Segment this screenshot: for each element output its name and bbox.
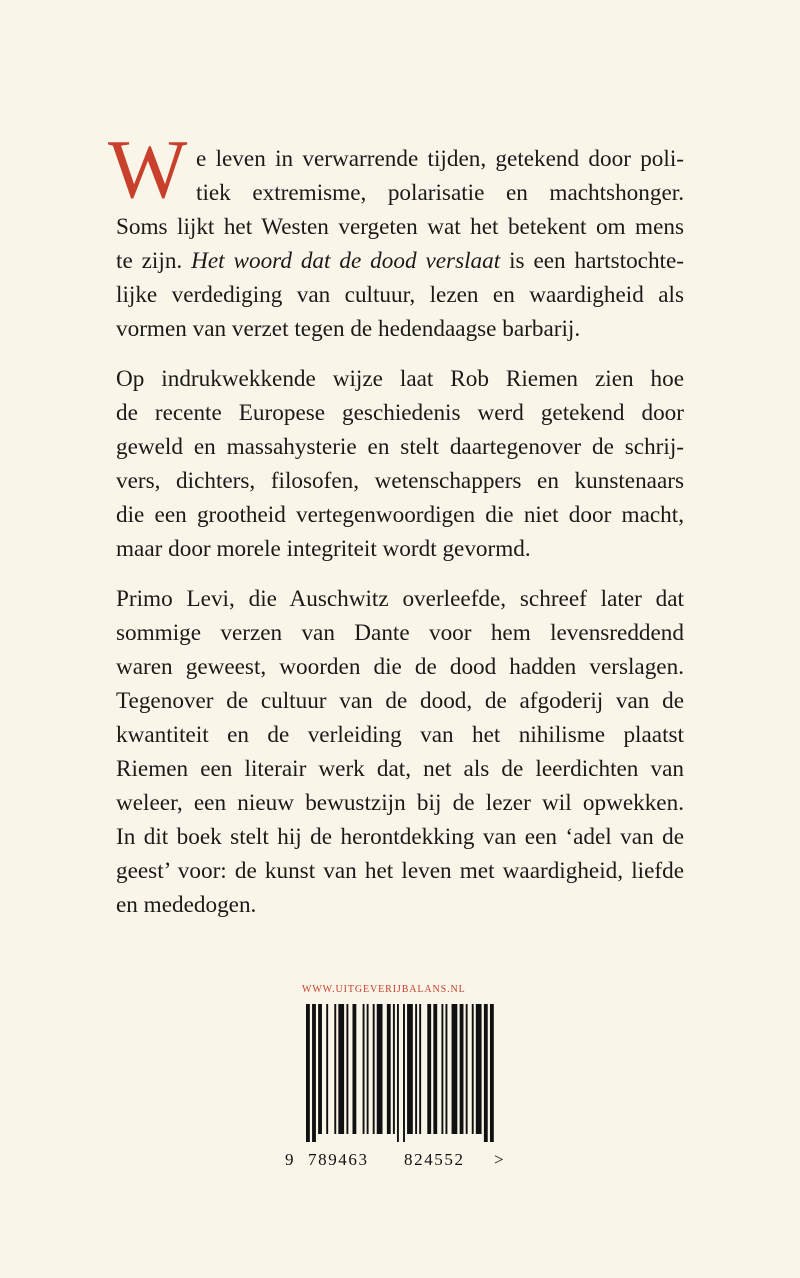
barcode-bar xyxy=(407,1004,413,1134)
isbn-digit-group-2: 824552 xyxy=(404,1150,465,1169)
barcode-bar xyxy=(472,1004,474,1134)
barcode-bar xyxy=(306,1004,310,1142)
text-line: e leven in verwarrende tijden, getekend door poli- xyxy=(196,146,684,172)
text-line: lijke verdediging van cultuur, lezen en waardigheid als xyxy=(116,282,684,308)
text-line: Op indrukwekkende wijze laat Rob Riemen zien hoe xyxy=(116,366,684,392)
barcode-bar xyxy=(346,1004,348,1134)
barcode-bar xyxy=(484,1004,488,1142)
isbn-digit-group-1: 789463 xyxy=(308,1150,369,1169)
paragraph-riemen xyxy=(116,362,684,566)
text-line: geest’ voor: de kunst van het leven met waardigheid, liefde xyxy=(116,858,684,884)
barcode-bar xyxy=(445,1004,447,1134)
barcode-bar xyxy=(460,1004,464,1134)
barcode-bar xyxy=(373,1004,375,1134)
text-line: tiek extremisme, polarisatie en machtshonger. xyxy=(196,180,684,206)
text-line: waren geweest, woorden die de dood hadden verslagen. xyxy=(116,654,684,680)
text-line: die een grootheid vertegenwoordigen die niet door macht, xyxy=(116,502,684,528)
text-line: geweld en massahysterie en stelt daartegenover de schrij- xyxy=(116,434,684,460)
barcode-bar xyxy=(326,1004,328,1134)
text-line: kwantiteit en de verleiding van het nihilisme plaatst xyxy=(116,722,684,748)
publisher-website: WWW.UITGEVERIJBALANS.NL xyxy=(302,984,466,995)
text-line: maar door morele integriteit wordt gevormd. xyxy=(116,536,531,562)
barcode-bar xyxy=(427,1004,431,1134)
barcode-bar xyxy=(393,1004,395,1134)
text-line-with-title: te zijn. Het woord dat de dood verslaat is een hartstochte- xyxy=(116,248,684,274)
isbn-lead-digit: 9 xyxy=(285,1150,296,1169)
barcode-bar xyxy=(452,1004,458,1134)
barcode-bar xyxy=(338,1004,344,1134)
paragraph-primo-levi xyxy=(116,582,684,922)
barcode-bar xyxy=(433,1004,437,1134)
barcode-bar xyxy=(415,1004,417,1134)
text-line: Primo Levi, die Auschwitz overleefde, schreef later dat xyxy=(116,586,684,612)
barcode-bar xyxy=(466,1004,468,1134)
barcode-bar xyxy=(318,1004,322,1134)
barcode-bar xyxy=(403,1004,405,1142)
text-line: Soms lijkt het Westen vergeten wat het betekent om mens xyxy=(116,214,684,240)
barcode-bar xyxy=(476,1004,482,1134)
text-line: Tegenover de cultuur van de dood, de afgoderij van de xyxy=(116,688,684,714)
barcode-bar xyxy=(334,1004,336,1134)
text-line: sommige verzen van Dante voor hem levensreddend xyxy=(116,620,684,646)
text-line: In dit boek stelt hij de herontdekking van een ‘adel van de xyxy=(116,824,684,850)
text-line: de recente Europese geschiedenis werd getekend door xyxy=(116,400,684,426)
barcode-bar xyxy=(363,1004,365,1134)
barcode-bar xyxy=(312,1004,316,1142)
barcode-bar xyxy=(419,1004,421,1134)
text-line: vers, dichters, filosofen, wetenschappers en kunstenaars xyxy=(116,468,684,494)
barcode-bar xyxy=(490,1004,494,1142)
text-line: Riemen een literair werk dat, net als de leerdichten van xyxy=(116,756,684,782)
book-title: Het woord dat de dood verslaat xyxy=(191,248,501,274)
paragraph-intro xyxy=(116,142,684,346)
text-line: en mededogen. xyxy=(116,892,257,918)
barcode-bar xyxy=(441,1004,443,1134)
isbn-barcode xyxy=(306,1004,494,1142)
barcode-bar xyxy=(367,1004,369,1134)
barcode-bar xyxy=(377,1004,383,1134)
text-line: weleer, een nieuw bewustzijn bij de lezer wil opwekken. xyxy=(116,790,684,816)
barcode-bar xyxy=(397,1004,399,1142)
isbn-arrow: > xyxy=(494,1150,506,1169)
barcode-bar xyxy=(387,1004,391,1134)
drop-cap: W xyxy=(108,123,188,216)
text-line: vormen van verzet tegen de hedendaagse barbarij. xyxy=(116,316,581,342)
barcode-bar xyxy=(352,1004,356,1134)
